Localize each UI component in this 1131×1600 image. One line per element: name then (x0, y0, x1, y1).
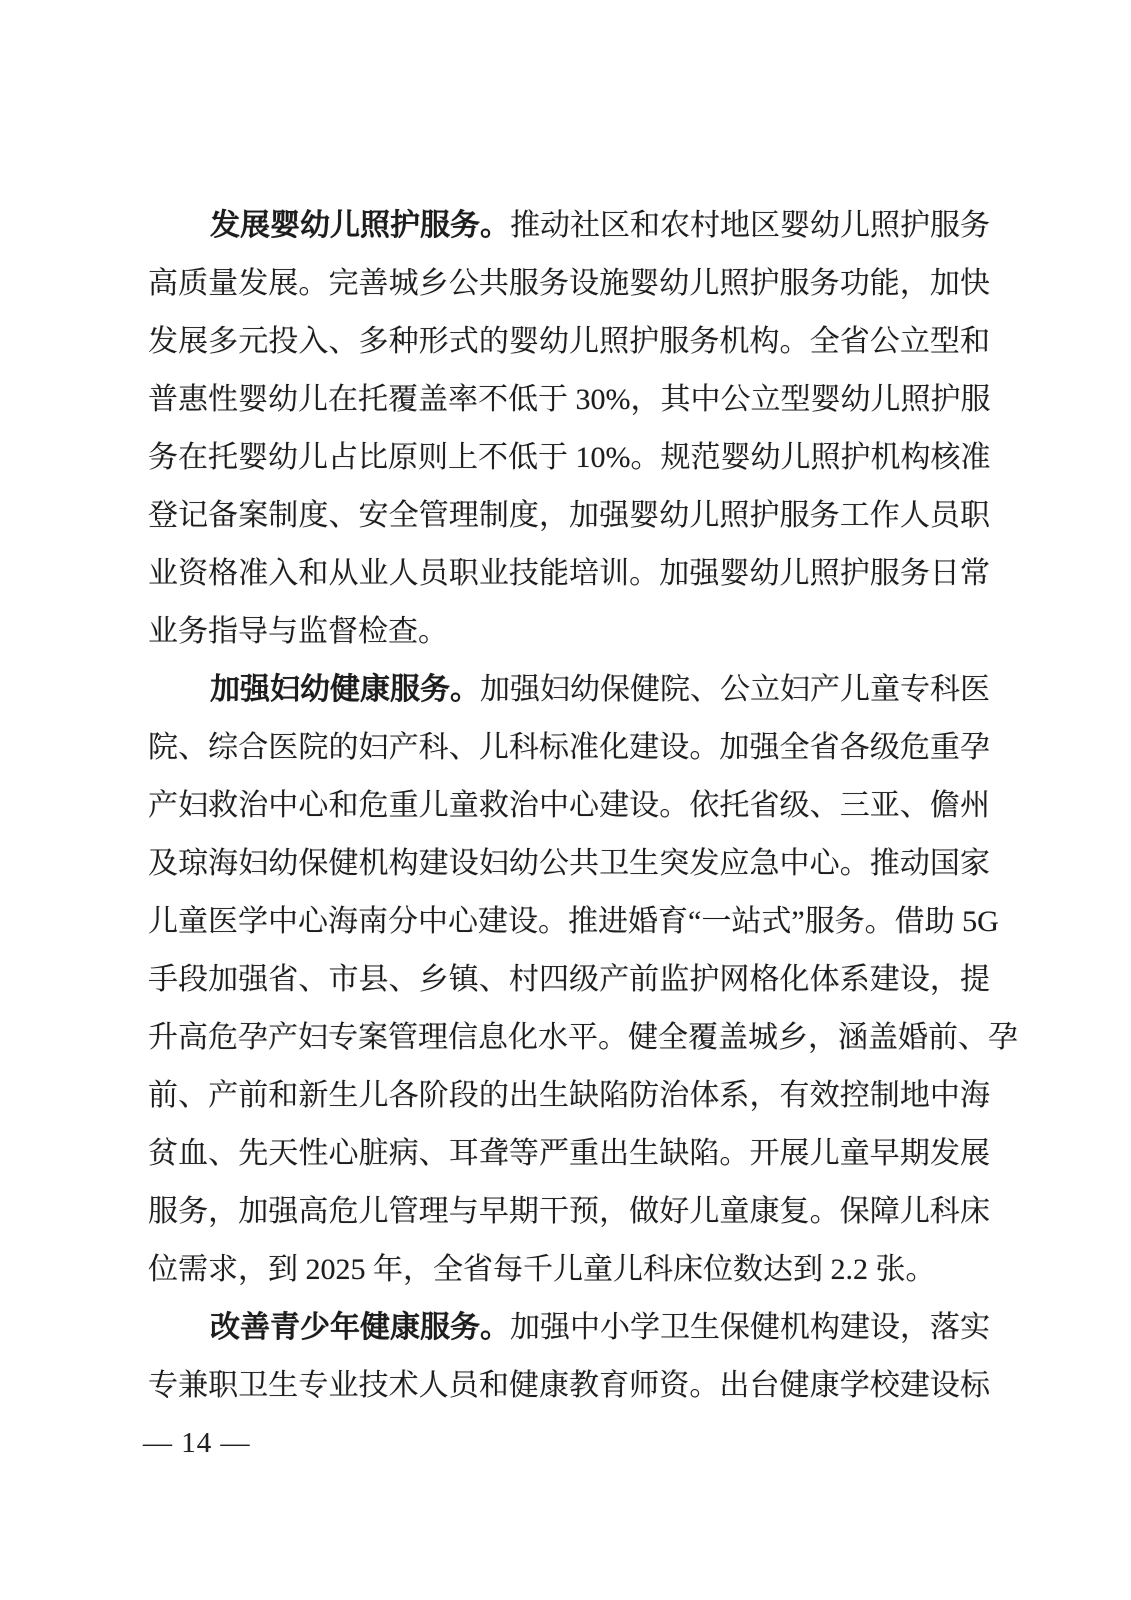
text-line: 前、产前和新生儿各阶段的出生缺陷防治体系，有效控制地中海 (148, 1079, 990, 1112)
paragraph-text: 加强中小学卫生保健机构建设，落实 (510, 1311, 990, 1344)
text-line: 手段加强省、市县、乡镇、村四级产前监护网格化体系建设，提 (148, 963, 990, 996)
paragraph-youth-health (148, 1299, 990, 1415)
text-line: 升高危孕产妇专案管理信息化水平。健全覆盖城乡，涵盖婚前、孕 (148, 1021, 1018, 1054)
text-line (148, 197, 990, 255)
paragraph-lead: 加强妇幼健康服务。 (210, 673, 480, 706)
text-line: 院、综合医院的妇产科、儿科标准化建设。加强全省各级危重孕 (148, 731, 990, 764)
text-line: 高质量发展。完善城乡公共服务设施婴幼儿照护服务功能，加快 (148, 267, 990, 300)
text-line: 业资格准入和从业人员职业技能培训。加强婴幼儿照护服务日常 (148, 557, 990, 590)
text-line: 务在托婴幼儿占比原则上不低于 10%。规范婴幼儿照护机构核准 (148, 441, 991, 474)
paragraph-text: 推动社区和农村地区婴幼儿照护服务 (510, 209, 990, 242)
text-line (148, 1299, 990, 1357)
page-number: — 14 — (143, 1427, 251, 1459)
text-line (148, 661, 990, 719)
text-line: 专兼职卫生专业技术人员和健康教育师资。出台健康学校建设标 (148, 1369, 990, 1402)
paragraph-infant-care-services (148, 197, 990, 661)
text-line: 登记备案制度、安全管理制度，加强婴幼儿照护服务工作人员职 (148, 499, 990, 532)
text-line: 儿童医学中心海南分中心建设。推进婚育“一站式”服务。借助 5G (148, 905, 999, 938)
text-line: 普惠性婴幼儿在托覆盖率不低于 30%，其中公立型婴幼儿照护服 (148, 383, 991, 416)
text-line: 产妇救治中心和危重儿童救治中心建设。依托省级、三亚、儋州 (148, 789, 990, 822)
paragraph-maternal-child-health (148, 661, 1018, 1299)
text-line: 及琼海妇幼保健机构建设妇幼公共卫生突发应急中心。推动国家 (148, 847, 990, 880)
text-line: 发展多元投入、多种形式的婴幼儿照护服务机构。全省公立型和 (148, 325, 990, 358)
text-line: 位需求，到 2025 年，全省每千儿童儿科床位数达到 2.2 张。 (148, 1253, 936, 1286)
text-line: 服务，加强高危儿管理与早期干预，做好儿童康复。保障儿科床 (148, 1195, 990, 1228)
document-text-block (148, 197, 1018, 1415)
text-line: 业务指导与监督检查。 (148, 615, 448, 648)
text-line: 贫血、先天性心脏病、耳聋等严重出生缺陷。开展儿童早期发展 (148, 1137, 990, 1170)
paragraph-text: 加强妇幼保健院、公立妇产儿童专科医 (480, 673, 990, 706)
paragraph-lead: 改善青少年健康服务。 (210, 1311, 510, 1344)
paragraph-lead: 发展婴幼儿照护服务。 (210, 209, 510, 242)
